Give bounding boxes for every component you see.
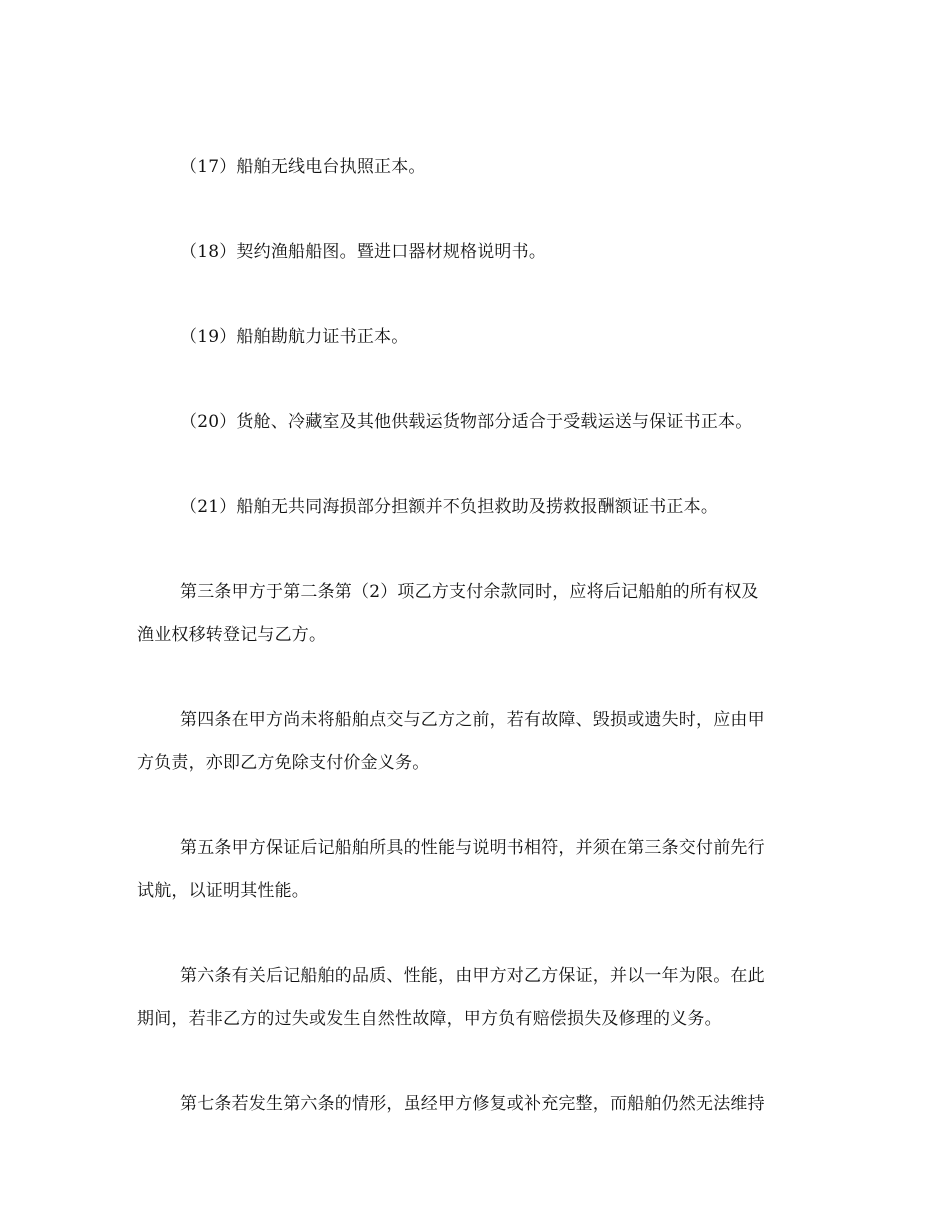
list-item-19: （19）船舶勘航力证书正本。 xyxy=(180,327,409,347)
article-5-line-1: 第五条甲方保证后记船舶所具的性能与说明书相符，并须在第三条交付前先行 xyxy=(180,838,765,858)
article-3-line-1: 第三条甲方于第二条第（2）项乙方支付余款同时，应将后记船舶的所有权及 xyxy=(180,582,759,602)
article-7-line-1: 第七条若发生第六条的情形，虽经甲方修复或补充完整，而船舶仍然无法维持 xyxy=(180,1094,765,1114)
article-4-line-2: 方负责，亦即乙方免除支付价金义务。 xyxy=(137,753,430,773)
article-6-line-1: 第六条有关后记船舶的品质、性能，由甲方对乙方保证，并以一年为限。在此 xyxy=(180,966,765,986)
list-item-17: （17）船舶无线电台执照正本。 xyxy=(180,157,426,177)
article-4-line-1: 第四条在甲方尚未将船舶点交与乙方之前，若有故障、毁损或遗失时，应由甲 xyxy=(180,710,765,730)
list-item-18: （18）契约渔船船图。暨进口器材规格说明书。 xyxy=(180,242,547,262)
article-6-line-2: 期间，若非乙方的过失或发生自然性故障，甲方负有赔偿损失及修理的义务。 xyxy=(137,1009,722,1029)
list-item-20: （20）货舱、冷藏室及其他供载运货物部分适合于受载运送与保证书正本。 xyxy=(180,412,753,432)
article-5-line-2: 试航，以证明其性能。 xyxy=(137,881,309,901)
list-item-21: （21）船舶无共同海损部分担额并不负担救助及捞救报酬额证书正本。 xyxy=(180,497,719,517)
article-3-line-2: 渔业权移转登记与乙方。 xyxy=(137,625,327,645)
